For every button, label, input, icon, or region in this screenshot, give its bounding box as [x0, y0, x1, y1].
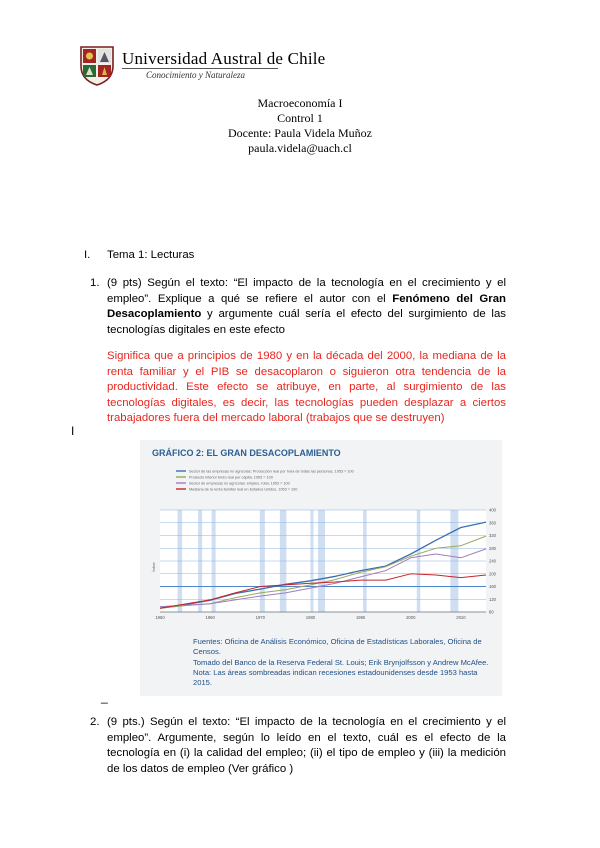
teacher-name: Docente: Paula Videla Muñoz [227, 126, 373, 140]
x-tick-label: 1990 [355, 615, 366, 620]
question-1-answer: Significa que a principios de 1980 y en la década del 2000, la mediana de la renta familiar y el PIB se desacoplaron o siguieron otra tendencia de la productividad. Este efecto se atribuye, en parte, al surgimiento de las tecnologías digitales, es decir, las tecnologías pueden desplazar a ciertos trabajadores fuera del mercado laboral (trabajos que se destruyen) [107, 350, 506, 425]
section-title: Tema 1: Lecturas [107, 249, 195, 261]
y-tick-label: 200 [489, 571, 496, 577]
course-title: Macroeconomía I [257, 96, 343, 110]
legend-label: Sector de empresas no agrícolas: empleo, total, 1953 = 100 [189, 481, 290, 486]
chart-legend [176, 469, 354, 491]
chart-title: GRÁFICO 2: EL GRAN DESACOPLAMIENTO [152, 448, 341, 458]
y-tick-label: 160 [489, 584, 496, 589]
legend-label: Sector de las empresas no agrícolas: Producción real por hora de todas las personas, 1953 = 100 [189, 469, 354, 474]
assignment-title: Control 1 [277, 111, 323, 125]
y-axis-label: Índice [152, 562, 156, 572]
question-1-text-end: y argumente cuál sería el efecto del surgimiento de las tecnologías digitales en este efecto [107, 308, 506, 336]
legend-label: Mediana de la renta familiar real en Estados Unidos, 1953 = 100 [189, 487, 298, 492]
university-name: Universidad Austral de Chile [122, 49, 326, 68]
y-tick-label: 400 [489, 507, 496, 513]
y-tick-label: 280 [489, 545, 496, 551]
question-1-text [107, 276, 506, 338]
question-2-text: (9 pts.) Según el texto: “El impacto de la tecnología en el crecimiento y el empleo”. Argumente, según lo leído en el texto, cuál es el efecto de la tecnología en (i) la calidad del empleo; (ii) el tipo de empleo y (iii) la medición de los datos de empleo (Ver gráfico ) [107, 716, 506, 775]
section-number: I. [84, 249, 91, 261]
y-tick-label: 320 [489, 533, 496, 538]
y-tick-label: 120 [489, 596, 496, 602]
question-2-number: 2. [90, 716, 100, 728]
chart-sources [193, 637, 493, 688]
header-rule [122, 68, 278, 69]
chart-source-line: Tomado del Banco de la Reserva Federal St. Louis; Erik Brynjolfsson y Andrew McAfee. [193, 657, 489, 667]
x-tick-label: 2010 [456, 615, 466, 620]
underscore-mark: _ [101, 690, 108, 704]
chart-source-line: Fuentes: Oficina de Análisis Económico, Oficina de Estadísticas Laborales, Oficina de Censos. [193, 637, 482, 657]
y-tick-label: 240 [489, 558, 496, 564]
question-1-text-start: (9 pts) Según el texto: “El impacto de la tecnología en el crecimiento y el empleo”. Explique a qué se refiere el autor con el [107, 277, 506, 305]
x-tick-label: 2000 [406, 615, 416, 620]
text-cursor-mark: I [71, 424, 75, 438]
x-tick-label: 1980 [305, 615, 316, 620]
question-1-number: 1. [90, 277, 100, 289]
x-tick-label: 1960 [205, 615, 215, 620]
question-1-key-term: Fenómeno del Gran Desacoplamiento [107, 292, 507, 321]
university-logo [78, 44, 116, 86]
chart-source-line: Nota: Las áreas sombreadas indican recesiones estadounidenses desde 1953 hasta 2015. [193, 667, 478, 688]
legend-label: Producto interior bruto real per cápita, 1953 = 100 [189, 475, 273, 480]
university-tagline: Conocimiento y Naturaleza [146, 70, 245, 80]
decoupling-chart [140, 440, 502, 696]
teacher-email: paula.videla@uach.cl [248, 141, 352, 155]
x-tick-label: 1970 [255, 615, 265, 620]
x-tick-label: 1950 [155, 615, 165, 620]
y-tick-label: 360 [489, 520, 496, 526]
y-tick-label: 80 [489, 609, 494, 615]
